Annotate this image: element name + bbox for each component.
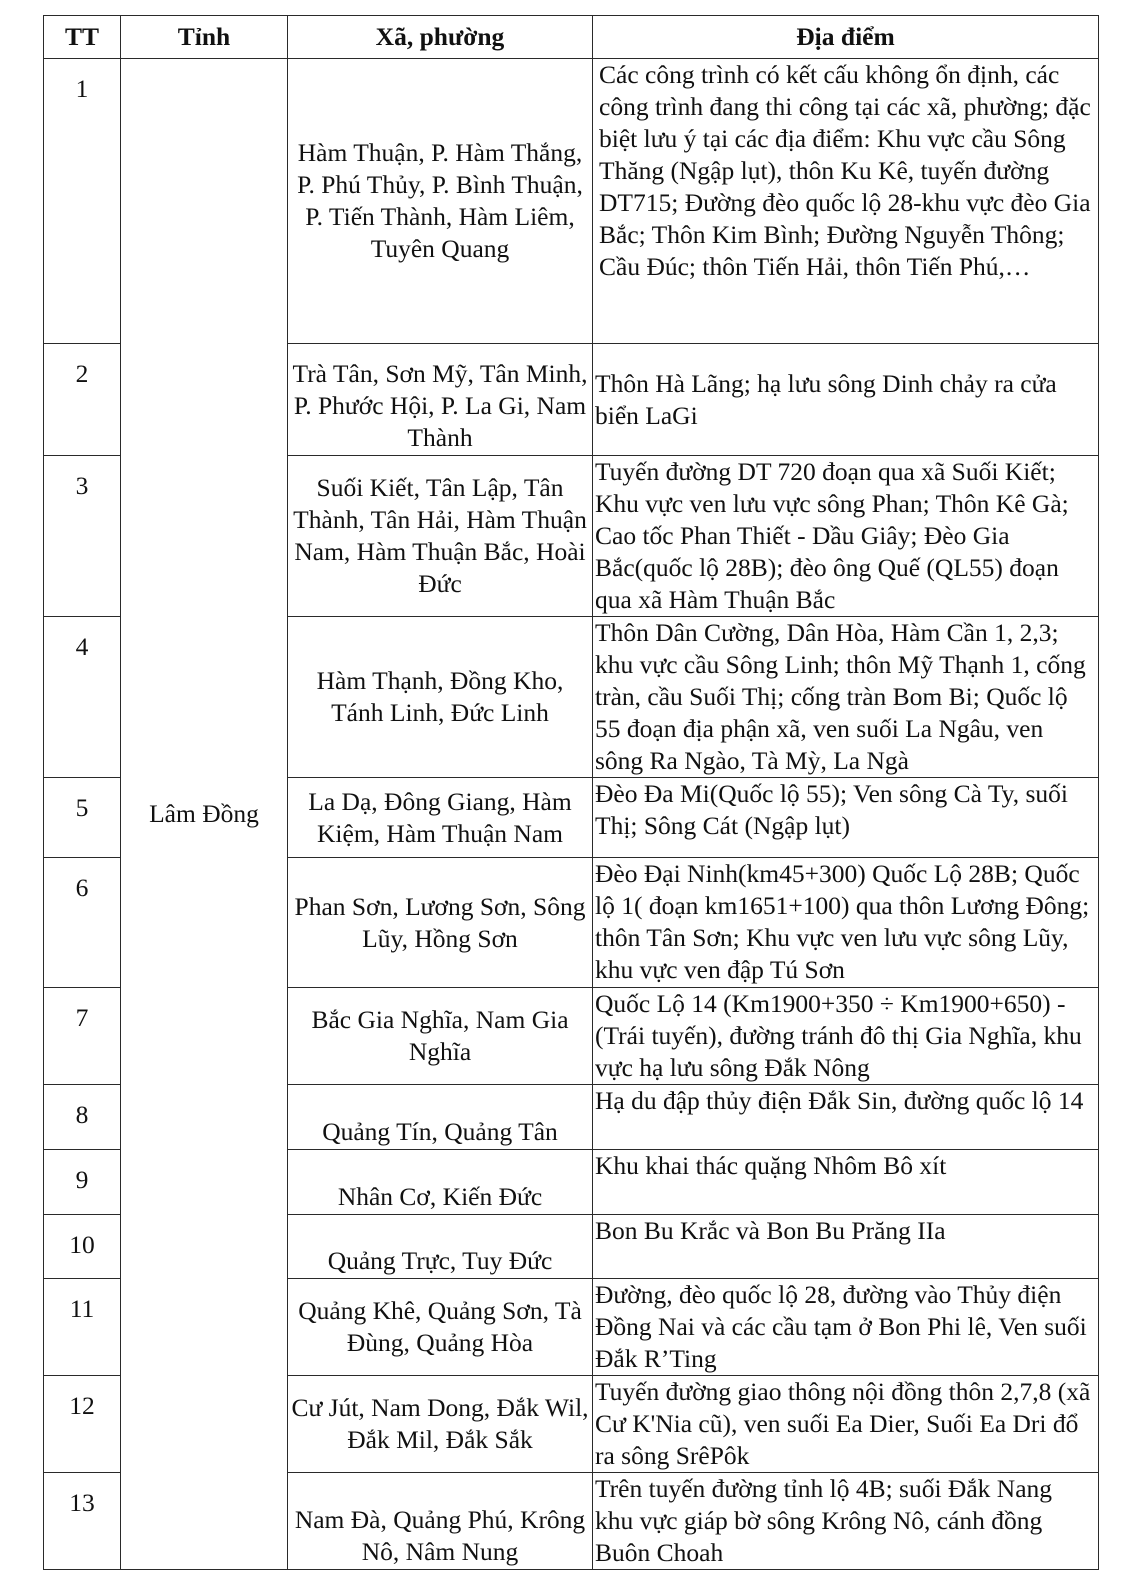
commune-cell: Quảng Trực, Tuy Đức: [288, 1215, 593, 1279]
commune-cell: Cư Jút, Nam Dong, Đắk Wil, Đắk Mil, Đắk Sắk: [288, 1376, 593, 1473]
row-number: 1: [44, 59, 121, 344]
header-row: [44, 16, 1099, 59]
province-cell: Lâm Đồng: [121, 59, 288, 1570]
commune-cell: Quảng Khê, Quảng Sơn, Tà Đùng, Quảng Hòa: [288, 1279, 593, 1376]
table-body: [44, 59, 1099, 1570]
commune-cell: Phan Sơn, Lương Sơn, Sông Lũy, Hồng Sơn: [288, 858, 593, 988]
location-cell: Tuyến đường DT 720 đoạn qua xã Suối Kiết; Khu vực ven lưu vực sông Phan; Thôn Kê Gà; Cao tốc Phan Thiết - Dầu Giây; Đèo Gia Bắc(quốc lộ 28B); đèo ông Quế (QL55) đoạn qua xã Hàm Thuận Bắc: [593, 456, 1099, 617]
row-number: 9: [44, 1150, 121, 1215]
row-number: 10: [44, 1215, 121, 1279]
header-location: Địa điểm: [593, 16, 1099, 59]
row-number: 5: [44, 778, 121, 858]
location-cell: Đèo Đa Mi(Quốc lộ 55); Ven sông Cà Ty, suối Thị; Sông Cát (Ngập lụt): [593, 778, 1099, 858]
row-number: 3: [44, 456, 121, 617]
hazard-locations-table: [43, 15, 1099, 1570]
row-number: 12: [44, 1376, 121, 1473]
commune-cell: Trà Tân, Sơn Mỹ, Tân Minh, P. Phước Hội, P. La Gi, Nam Thành: [288, 344, 593, 456]
row-number: 6: [44, 858, 121, 988]
location-cell: Thôn Dân Cường, Dân Hòa, Hàm Cần 1, 2,3; khu vực cầu Sông Linh; thôn Mỹ Thạnh 1, cống tràn, cầu Suối Thị; cống tràn Bom Bi; Quốc lộ 55 đoạn địa phận xã, ven suối La Ngâu, ven sông Ra Ngào, Tà Mỳ, La Ngà: [593, 617, 1099, 778]
location-cell: Hạ du đập thủy điện Đắk Sin, đường quốc lộ 14: [593, 1085, 1099, 1150]
commune-cell: Hàm Thuận, P. Hàm Thắng, P. Phú Thủy, P. Bình Thuận, P. Tiến Thành, Hàm Liêm, Tuyên Quang: [288, 59, 593, 344]
commune-cell: Bắc Gia Nghĩa, Nam Gia Nghĩa: [288, 988, 593, 1085]
table-row: [44, 59, 1099, 344]
commune-cell: Nhân Cơ, Kiến Đức: [288, 1150, 593, 1215]
location-cell: Tuyến đường giao thông nội đồng thôn 2,7,8 (xã Cư K'Nia cũ), ven suối Ea Dier, Suối Ea Dri đổ ra sông SrêPôk: [593, 1376, 1099, 1473]
commune-cell: La Dạ, Đông Giang, Hàm Kiệm, Hàm Thuận Nam: [288, 778, 593, 858]
location-cell: Trên tuyến đường tỉnh lộ 4B; suối Đắk Nang khu vực giáp bờ sông Krông Nô, cánh đồng Buôn Choah: [593, 1473, 1099, 1570]
location-cell: Đường, đèo quốc lộ 28, đường vào Thủy điện Đồng Nai và các cầu tạm ở Bon Phi lê, Ven suối Đắk R’Ting: [593, 1279, 1099, 1376]
header-province: Tỉnh: [121, 16, 288, 59]
commune-cell: Suối Kiết, Tân Lập, Tân Thành, Tân Hải, Hàm Thuận Nam, Hàm Thuận Bắc, Hoài Đức: [288, 456, 593, 617]
location-cell: Khu khai thác quặng Nhôm Bô xít: [593, 1150, 1099, 1215]
row-number: 8: [44, 1085, 121, 1150]
row-number: 4: [44, 617, 121, 778]
row-number: 11: [44, 1279, 121, 1376]
header-tt: TT: [44, 16, 121, 59]
commune-cell: Hàm Thạnh, Đồng Kho, Tánh Linh, Đức Linh: [288, 617, 593, 778]
location-cell: Quốc Lộ 14 (Km1900+350 ÷ Km1900+650) - (Trái tuyến), đường tránh đô thị Gia Nghĩa, khu vực hạ lưu sông Đắk Nông: [593, 988, 1099, 1085]
commune-cell: Quảng Tín, Quảng Tân: [288, 1085, 593, 1150]
location-cell: Thôn Hà Lãng; hạ lưu sông Dinh chảy ra cửa biển LaGi: [593, 344, 1099, 456]
commune-cell: Nam Đà, Quảng Phú, Krông Nô, Nâm Nung: [288, 1473, 593, 1570]
location-cell: Bon Bu Krắc và Bon Bu Prăng IIa: [593, 1215, 1099, 1279]
row-number: 2: [44, 344, 121, 456]
row-number: 13: [44, 1473, 121, 1570]
location-cell: Các công trình có kết cấu không ổn định, các công trình đang thi công tại các xã, phường; đặc biệt lưu ý tại các địa điểm: Khu vực cầu Sông Thăng (Ngập lụt), thôn Ku Kê, tuyến đường DT715; Đường đèo quốc lộ 28-khu vực đèo Gia Bắc; Thôn Kim Bình; Đường Nguyễn Thông; Cầu Đúc; thôn Tiến Hải, thôn Tiến Phú,…: [593, 59, 1099, 344]
location-cell: Đèo Đại Ninh(km45+300) Quốc Lộ 28B; Quốc lộ 1( đoạn km1651+100) qua thôn Lương Đông; thôn Tân Sơn; Khu vực ven lưu vực sông Lũy, khu vực ven đập Tú Sơn: [593, 858, 1099, 988]
row-number: 7: [44, 988, 121, 1085]
header-commune-ward: Xã, phường: [288, 16, 593, 59]
table-header: [44, 16, 1099, 59]
